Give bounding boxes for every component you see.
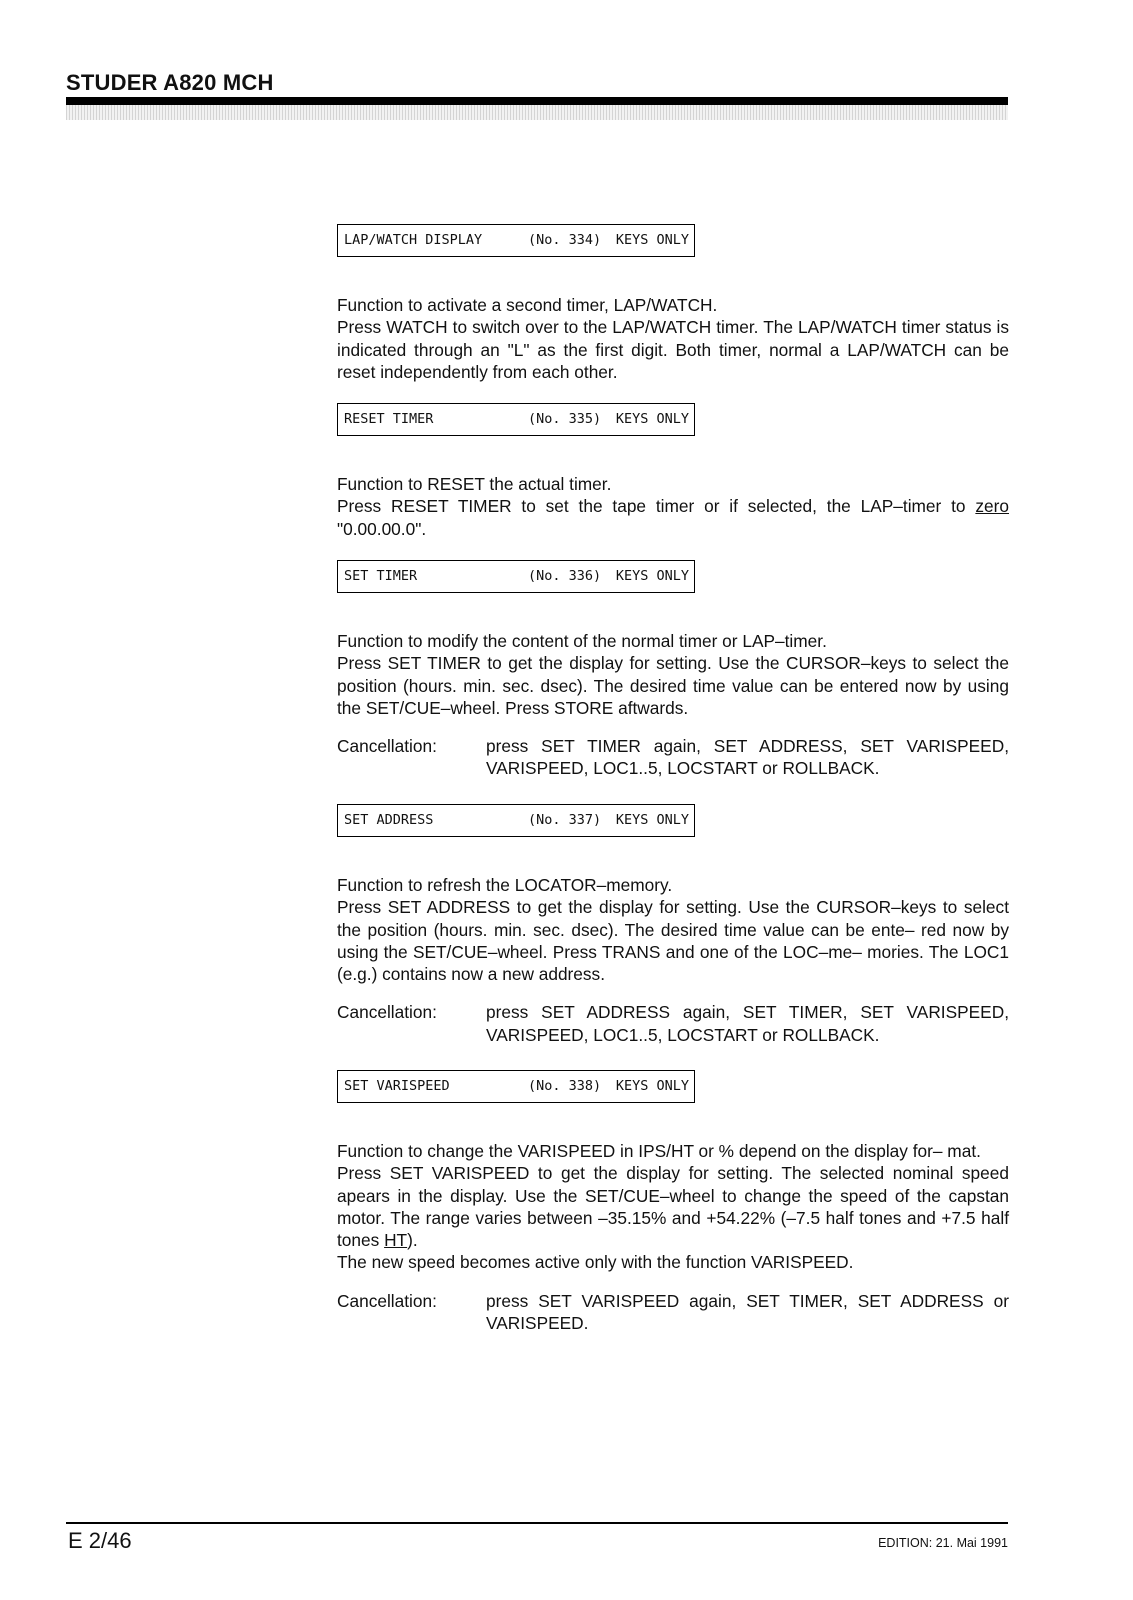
function-box [337, 804, 695, 837]
function-name: SET ADDRESS [344, 812, 434, 828]
description-paragraph: Function to modify the content of the normal timer or LAP–timer. [337, 631, 827, 651]
function-number: (No. 335) [528, 411, 602, 427]
description-paragraph [337, 1162, 1009, 1251]
underlined-term: HT [384, 1230, 408, 1251]
function-mode: KEYS ONLY [615, 1078, 689, 1094]
edition-date: EDITION: 21. Mai 1991 [878, 1536, 1008, 1550]
function-name: LAP/WATCH DISPLAY [344, 232, 483, 248]
cancellation-block [337, 1290, 1009, 1335]
function-mode: KEYS ONLY [615, 232, 689, 248]
function-name: SET VARISPEED [344, 1078, 450, 1094]
function-number: (No. 336) [528, 568, 602, 584]
section-reset-timer [337, 403, 1009, 540]
function-mode: KEYS ONLY [615, 411, 689, 427]
cancellation-text: press SET VARISPEED again, SET TIMER, SET ADDRESS or VARISPEED. [486, 1290, 1009, 1334]
header-rule [66, 97, 1008, 105]
function-mode: KEYS ONLY [615, 812, 689, 828]
function-number: (No. 337) [528, 812, 602, 828]
description-paragraph: The new speed becomes active only with the function VARISPEED. [337, 1252, 854, 1273]
function-box [337, 224, 695, 257]
section-lap-watch-display [337, 224, 1009, 383]
description-paragraph [337, 495, 1009, 540]
section-set-timer [337, 560, 1009, 780]
text-run: "0.00.00.0". [337, 518, 427, 539]
description-paragraph: Press SET ADDRESS to get the display for setting. Use the CURSOR–keys to select the position (hours. min. sec. dsec). The desired time value can be ente– red now by using the SET/CUE–wheel. Press TRANS and one of the LOC–me– mories. The LOC1 (e.g.) contains now a new address. [337, 897, 1009, 985]
section-set-address [337, 804, 1009, 1046]
function-box [337, 560, 695, 593]
cancellation-block [337, 1001, 1009, 1046]
function-number: (No. 338) [528, 1078, 602, 1094]
cancellation-text: press SET ADDRESS again, SET TIMER, SET VARISPEED, VARISPEED, LOC1..5, LOCSTART or ROLLBACK. [486, 1002, 1009, 1045]
description-paragraph: Function to activate a second timer, LAP/WATCH. [337, 295, 718, 315]
page-number: E 2/46 [68, 1528, 132, 1553]
function-number: (No. 334) [528, 232, 602, 248]
description-paragraph: Function to refresh the LOCATOR–memory. [337, 875, 673, 895]
description-paragraph: Press SET TIMER to get the display for setting. Use the CURSOR–keys to select the position (hours. min. sec. dsec). The desired time value can be entered now by using the SET/CUE–wheel. Press STORE aftwards. [337, 653, 1009, 718]
description-paragraph: Function to RESET the actual timer. [337, 474, 612, 494]
footer-rule [66, 1522, 1008, 1524]
cancellation-block [337, 735, 1009, 780]
text-run: Press RESET TIMER to set the tape timer or if selected, the LAP–timer to [337, 496, 976, 517]
function-mode: KEYS ONLY [615, 568, 689, 584]
cancellation-label: Cancellation: [337, 1290, 437, 1311]
cancellation-text: press SET TIMER again, SET ADDRESS, SET VARISPEED, VARISPEED, LOC1..5, LOCSTART or ROLLBACK. [486, 736, 1009, 779]
description-paragraph: Function to change the VARISPEED in IPS/HT or % depend on the display for– mat. [337, 1141, 981, 1161]
text-run: ). [407, 1230, 418, 1251]
section-set-varispeed [337, 1070, 1009, 1334]
function-box [337, 403, 695, 436]
cancellation-label: Cancellation: [337, 1002, 437, 1023]
text-run: Press SET VARISPEED to get the display for setting. The selected nominal speed apears in the display. Use the SET/CUE–wheel to change the speed of the capstan motor. The range varies between –35.15% and +54.22% (–7.5 half tones and +7.5 half tones [337, 1163, 1009, 1251]
function-box [337, 1070, 695, 1103]
function-name: RESET TIMER [344, 411, 434, 427]
cancellation-label: Cancellation: [337, 736, 437, 757]
description-paragraph: Press WATCH to switch over to the LAP/WATCH timer. The LAP/WATCH timer status is indicated through an "L" as the first digit. Both timer, normal a LAP/WATCH can be reset independently from each other. [337, 317, 1009, 382]
header-band [66, 105, 1008, 120]
document-title: STUDER A820 MCH [66, 70, 274, 95]
function-name: SET TIMER [344, 568, 418, 584]
underlined-term: zero [975, 496, 1009, 517]
